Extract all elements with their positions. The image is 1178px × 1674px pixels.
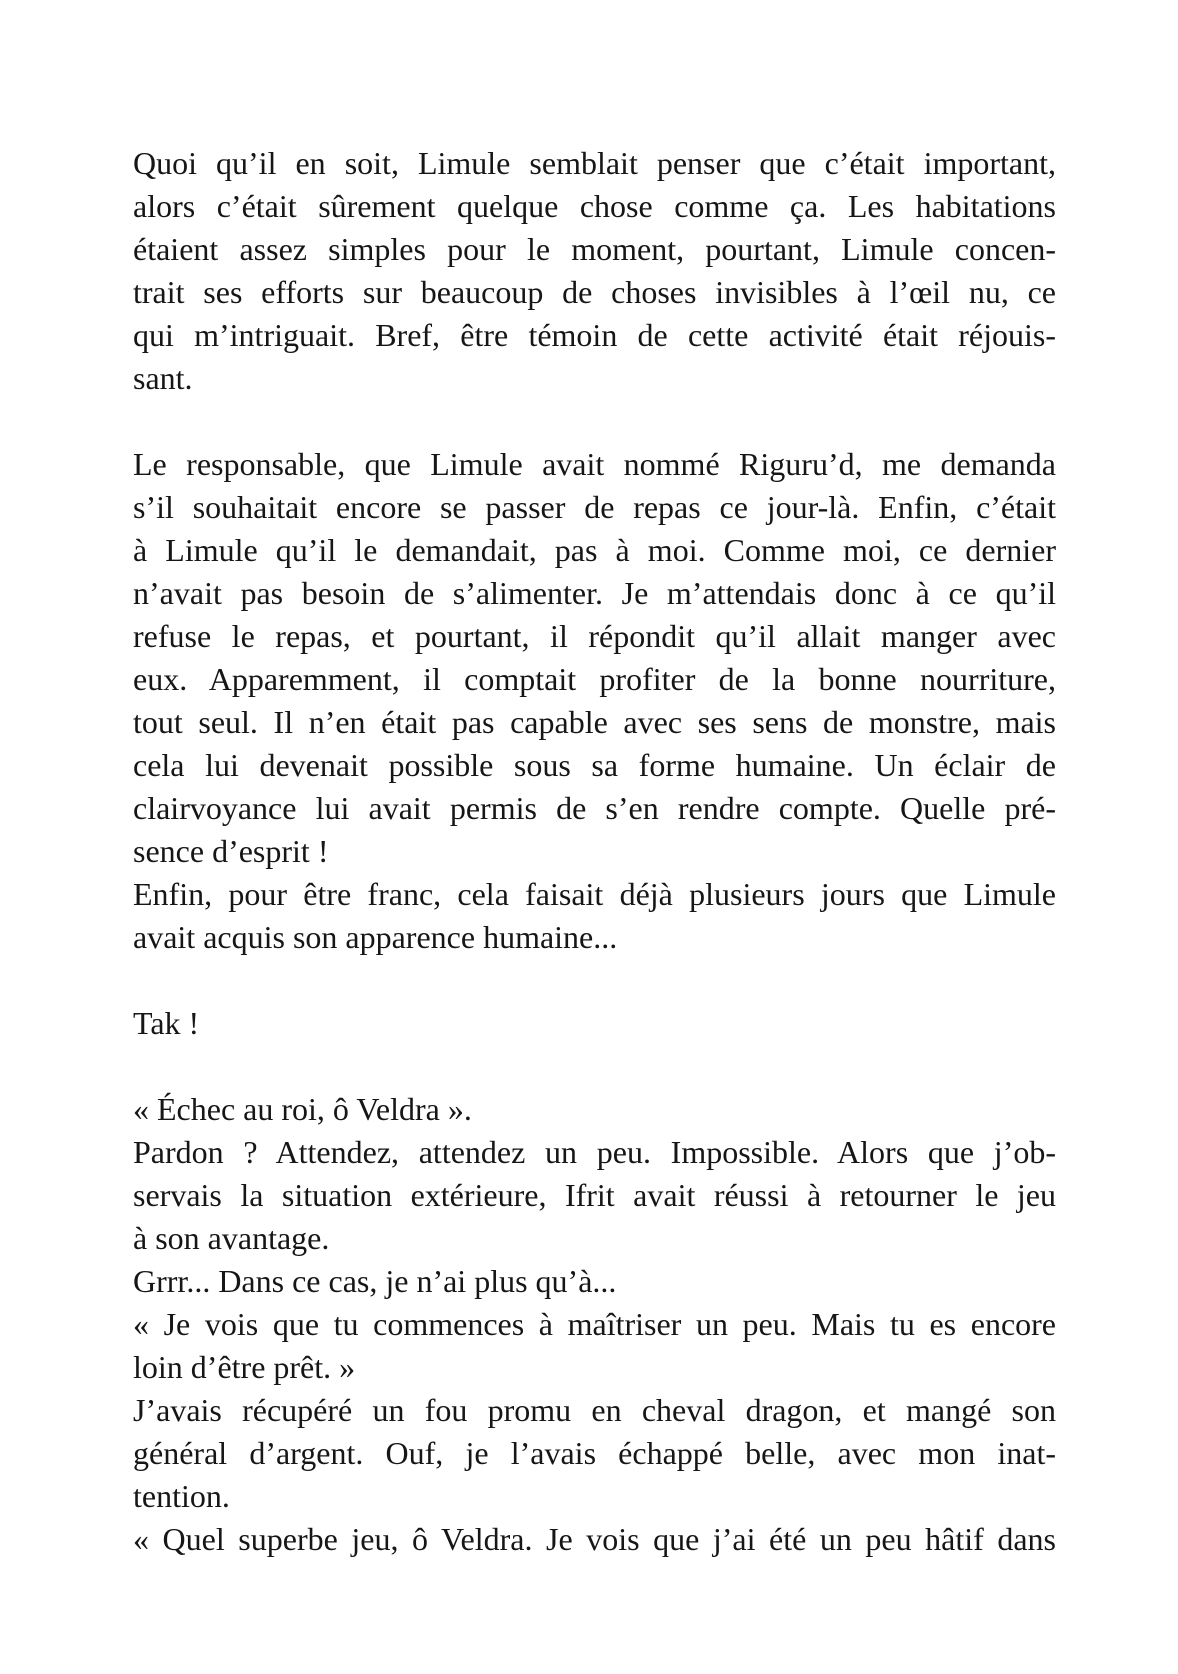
text-line: général d’argent. Ouf, je l’avais échappé belle, avec mon inat- xyxy=(133,1435,1056,1471)
text-line: à son avantage. xyxy=(133,1220,330,1256)
text-line: eux. Apparemment, il comptait profiter de la bonne nourriture, xyxy=(133,661,1056,697)
text-line: trait ses efforts sur beaucoup de choses invisibles à l’œil nu, ce xyxy=(133,274,1056,310)
text-line: avait acquis son apparence humaine... xyxy=(133,919,618,955)
text-line: sant. xyxy=(133,360,193,396)
text-line: refuse le repas, et pourtant, il répondit qu’il allait manger avec xyxy=(133,618,1056,654)
text-line: étaient assez simples pour le moment, pourtant, Limule concen- xyxy=(133,231,1056,267)
text-line: Grrr... Dans ce cas, je n’ai plus qu’à... xyxy=(133,1263,617,1299)
text-line: loin d’être prêt. » xyxy=(133,1349,356,1385)
text-line: qui m’intriguait. Bref, être témoin de cette activité était réjouis- xyxy=(133,317,1056,353)
text-line: Enfin, pour être franc, cela faisait déjà plusieurs jours que Limule xyxy=(133,876,1056,912)
text-line: s’il souhaitait encore se passer de repas ce jour-là. Enfin, c’était xyxy=(133,489,1056,525)
text-line: tention. xyxy=(133,1478,230,1514)
text-line: Pardon ? Attendez, attendez un peu. Impossible. Alors que j’ob- xyxy=(133,1134,1056,1170)
text-line: « Échec au roi, ô Veldra ». xyxy=(133,1091,472,1127)
text-line: « Je vois que tu commences à maîtriser un peu. Mais tu es encore xyxy=(133,1306,1056,1342)
page-text-block xyxy=(133,142,1056,1561)
text-line: Tak ! xyxy=(133,1005,200,1041)
text-line: Le responsable, que Limule avait nommé Riguru’d, me demanda xyxy=(133,446,1056,482)
text-line: tout seul. Il n’en était pas capable avec ses sens de monstre, mais xyxy=(133,704,1056,740)
text-line: « Quel superbe jeu, ô Veldra. Je vois que j’ai été un peu hâtif dans xyxy=(133,1521,1056,1557)
text-line: clairvoyance lui avait permis de s’en rendre compte. Quelle pré- xyxy=(133,790,1056,826)
text-line: J’avais récupéré un fou promu en cheval dragon, et mangé son xyxy=(133,1392,1056,1428)
text-line: servais la situation extérieure, Ifrit avait réussi à retourner le jeu xyxy=(133,1177,1056,1213)
text-line: alors c’était sûrement quelque chose comme ça. Les habitations xyxy=(133,188,1056,224)
blank-line xyxy=(133,1045,1056,1088)
text-line: sence d’esprit ! xyxy=(133,833,329,869)
text-line: à Limule qu’il le demandait, pas à moi. Comme moi, ce dernier xyxy=(133,532,1056,568)
text-line: cela lui devenait possible sous sa forme humaine. Un éclair de xyxy=(133,747,1056,783)
text-line: Quoi qu’il en soit, Limule semblait penser que c’était important, xyxy=(133,145,1056,181)
text-line: n’avait pas besoin de s’alimenter. Je m’attendais donc à ce qu’il xyxy=(133,575,1056,611)
blank-line xyxy=(133,400,1056,443)
blank-line xyxy=(133,959,1056,1002)
